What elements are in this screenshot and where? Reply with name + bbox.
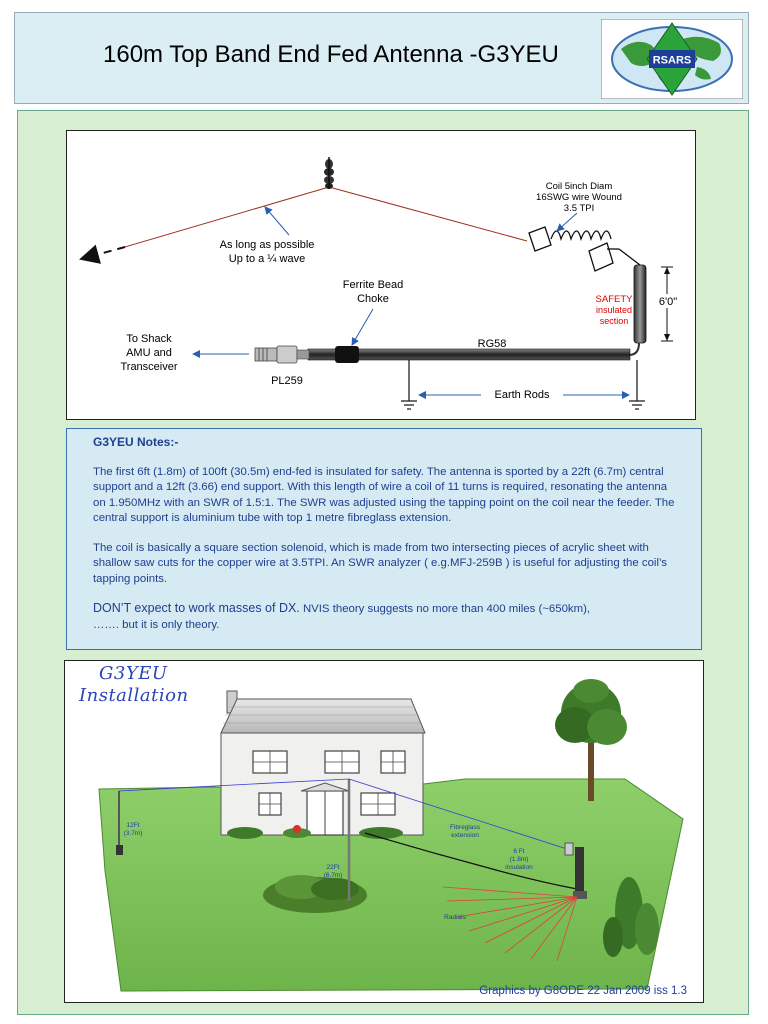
label-12ft-line2: (3.7m)	[123, 830, 143, 837]
shack-label-line1: To Shack	[126, 333, 172, 345]
choke-label-line2: Choke	[357, 293, 389, 305]
fibreglass-label-line2: extension	[451, 832, 479, 839]
notes-dx-warning: DON’T expect to work masses of DX.	[93, 601, 300, 615]
coil-label-line2: 16SWG wire Wound	[536, 192, 622, 203]
label-6ft-line1: 6 Ft	[513, 848, 525, 855]
coil-label-line3: 3.5 TPI	[563, 203, 595, 214]
earth-rod-right	[629, 360, 645, 409]
label-6ft-line2: (1.8m)	[509, 856, 529, 863]
wire-label-line1: As long as possible	[219, 239, 315, 251]
antenna-diagram	[66, 130, 696, 420]
notes-box	[66, 428, 702, 650]
safety-label-line2: insulated	[595, 305, 633, 315]
wire-label-line2: Up to a ¼ wave	[228, 253, 306, 265]
notes-paragraph-1: The first 6ft (1.8m) of 100ft (30.5m) end-fed is insulated for safety. The antenna is sported by a 22ft (6.7m) central support and a 12ft (3.66) end support. With this length of wire a coil of 11 turns is required, resonating the antenna on 1.950MHz with an SWR of 1.5:1. The SWR was adjusted using the tapping point on the coil near the feeder. The central support is aluminium tube with top 1 metre fibreglass extension.	[93, 465, 675, 524]
coil-label-line1: Coil 5inch Diam	[545, 181, 613, 192]
house	[221, 691, 425, 835]
wire-pointer-arrow	[265, 207, 289, 235]
label-22ft-line1: 22Ft	[326, 864, 340, 871]
notes-heading: G3YEU Notes:-	[93, 435, 179, 449]
notes-nvis-text: NVIS theory suggests no more than 400 miles (~650km),	[299, 603, 591, 615]
label-6ft-line3: insulation	[505, 864, 533, 871]
install-insulated-pole	[575, 847, 584, 891]
antenna-schematic	[67, 131, 697, 421]
radials-label: Radials	[444, 914, 466, 921]
shack-label-line2: AMU and	[126, 347, 172, 359]
installation-title-line2: Installation	[79, 685, 189, 706]
label-12ft-line1: 12Ft	[126, 822, 140, 829]
connector-label: PL259	[271, 375, 303, 387]
earth-rod-left	[401, 360, 417, 409]
logo-text: RSARS	[652, 54, 692, 67]
height-label: 6'0"	[658, 296, 678, 308]
graphics-credit: Graphics by G8ODE 22 Jan 2009 iss 1.3	[479, 985, 687, 997]
top-insulator	[324, 157, 334, 189]
safety-label-line3: section	[599, 316, 629, 326]
shack-label-line3: Transceiver	[120, 361, 178, 373]
notes-paragraph-3	[93, 601, 677, 633]
wire-extension-arrow	[81, 247, 125, 259]
installation-illustration	[64, 660, 704, 1003]
safety-label-line1: SAFETY	[595, 294, 633, 305]
installation-scene	[65, 661, 705, 1004]
fibreglass-label-line1: Fibreglass	[450, 824, 480, 831]
header-banner	[14, 12, 749, 104]
loading-coil	[529, 227, 619, 271]
label-22ft-line2: (6.7m)	[323, 872, 343, 879]
installation-title	[79, 663, 189, 707]
coil-pointer-arrow	[557, 213, 577, 231]
ferrite-choke	[335, 346, 359, 363]
notes-paragraph-2: The coil is basically a square section solenoid, which is made from two intersecting pieces of acrylic sheet with shallow saw cuts for the copper wire at 3.5TPI. An SWR analyzer ( e.g.MFJ-259B ) is useful for adjusting the coil’s tapping points.	[93, 541, 667, 585]
rsars-logo	[601, 19, 743, 99]
choke-pointer-arrow	[352, 309, 373, 345]
pl259-connector	[255, 346, 309, 363]
page-title: 160m Top Band End Fed Antenna -G3YEU	[103, 41, 559, 68]
antenna-wire-right	[329, 187, 527, 241]
insulated-section	[634, 265, 646, 343]
choke-label-line1: Ferrite Bead	[342, 279, 404, 291]
antenna-wire-left	[125, 187, 329, 247]
installation-title-line1: G3YEU	[99, 663, 168, 684]
notes-theory-line: ……. but it is only theory.	[93, 618, 220, 631]
cable-label: RG58	[477, 338, 507, 350]
earth-label: Earth Rods	[494, 389, 550, 401]
